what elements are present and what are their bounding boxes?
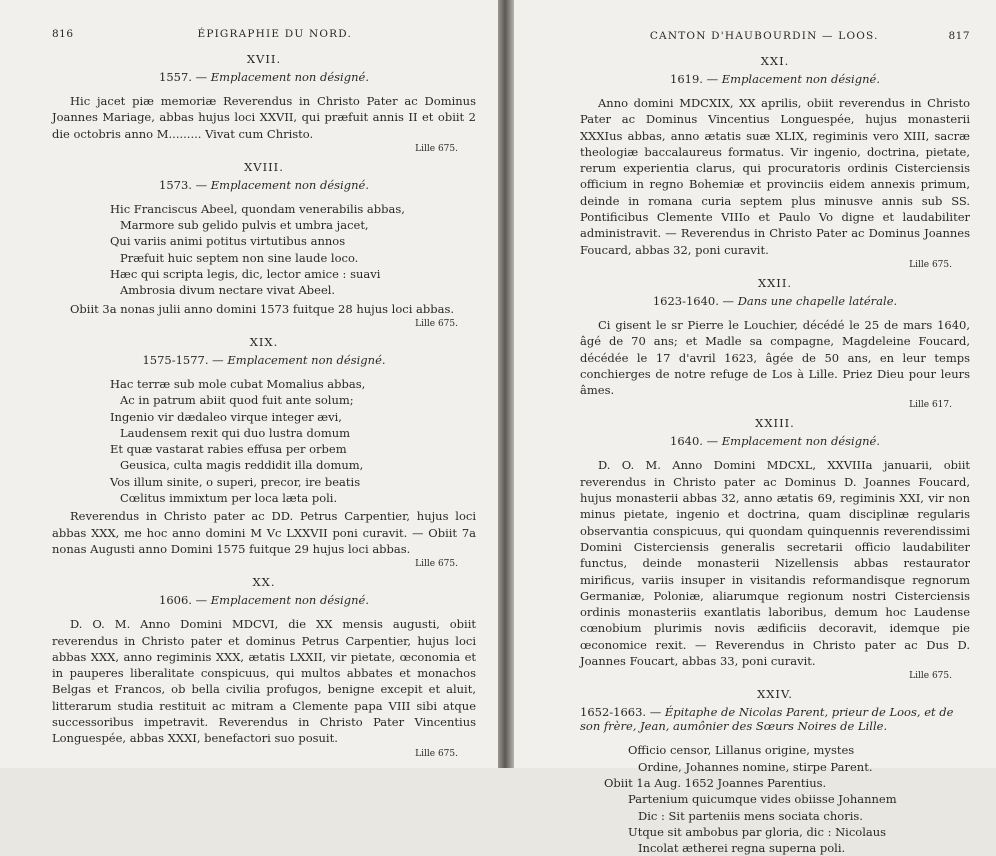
verse-line: Partenium quicumque vides obiisse Johannem [628, 792, 897, 807]
verse-line: Dic : Sit parteniis mens sociata choris. [638, 808, 863, 823]
verse-line: Obiit 1a Aug. 1652 Joannes Parentius. [604, 775, 827, 790]
source-ref: Lille 675. [415, 559, 458, 570]
entry-heading: 1573. — Emplacement non désigné. [159, 177, 369, 192]
verse-line: Et quæ vastarat rabies effusa per orbem [110, 442, 347, 457]
verse-line: Ingenio vir dædaleo virque integer ævi, [110, 409, 342, 424]
entry-number: XVIII. [244, 159, 284, 174]
source-ref: Lille 675. [415, 748, 458, 759]
running-title: ÉPIGRAPHIE DU NORD. [197, 28, 353, 40]
verse-line: Laudensem rexit qui duo lustra domum [120, 425, 351, 440]
inscription-text: D. O. M. Anno Domini MDCXL, XXVIIIa januarii, obiit reverendus in Christo pater ac Dominus D. Joannes Foucard, hujus monasterii abbas 32, anno ætatis 69, regiminis XXI, vir non minus pietate, ingenio et doctrina, quam disciplinæ regularis observantia conspicuus, qui quondam quinquennis reverendissimi Domini Cisterciensis generalis secretarii officio laudabiliter functus, deinde monasterii Nizellensis abbas restaurator mirificus, variis insuper in visitandis reformandisque regnorum Germaniæ, Poloniæ, aliarumque regionum nostri Cisterciensis ordinis monasteriis exantlatis laboribus, demum hoc Laudense cœnobium plurimis novis ædificiis decoravit, idemque pie œconomice rexit. — Reverendus in Christo pater ac Dus D. Joannes Foucart, abbas 33, poni curavit. [580, 458, 970, 669]
inscription-text: Obiit 3a nonas julii anno domini 1573 fuitque 28 hujus loci abbas. [70, 301, 455, 316]
entry-heading: 1640. — Emplacement non désigné. [670, 434, 880, 449]
entry-number: XXIII. [755, 416, 795, 431]
source-ref: Lille 675. [415, 318, 458, 329]
verse-block [110, 376, 476, 506]
verse-block [110, 201, 476, 299]
entry-number: XXIV. [757, 687, 793, 702]
source-ref: Lille 675. [909, 259, 952, 270]
page-number: 817 [948, 30, 970, 42]
entry-number: XXI. [760, 54, 790, 68]
inscription-text: Ci gisent le sr Pierre le Louchier, décédé le 25 de mars 1640, âgé de 70 ans; et Madle sa compagne, Magdeleine Foucard, décédée le 17 d'avril 1623, âgée de 50 ans, en leur temps conchierges de notre refuge de Los à Lille. Priez Dieu pour leurs âmes. [580, 317, 970, 398]
verse-line: Vos illum sinite, o superi, precor, ire beatis [110, 474, 361, 489]
verse-line: Officio censor, Lillanus origine, mystes [628, 743, 855, 758]
verse-line: Marmore sub gelido pulvis et umbra jacet, [120, 218, 369, 233]
source-ref: Lille 617. [909, 400, 952, 411]
left-running-head [52, 28, 476, 40]
entry-number: XX. [252, 575, 276, 590]
inscription-text: Anno domini MDCXIX, XX aprilis, obiit reverendus in Christo Pater ac Dominus Vincentius Longuespée, hujus monasterii XXXIus abbas, anno ætatis suæ XLIX, regiminis vero XIII, sacræ theologiæ baccalaureus formatus. Vir ingenio, doctrina, pietate, rerum experientia clarus, qui procuratoris ordinis Cisterciensis officium in regno Bohemiæ et provinciis eidem annexis primum, deinde in romana curia septem plus minusve annis sub SS. Pontificibus Clemente VIIIo et Paulo Vo digne et laudabiliter administravit. — Reverendus in Christo Pater ac Dominus Joannes Foucard, abbas 32, poni curavit. [580, 96, 970, 257]
verse-line: Hæc qui scripta legis, dic, lector amice : suavi [110, 267, 381, 282]
entry-number: XVII. [246, 52, 282, 66]
running-title: CANTON D'HAUBOURDIN — LOOS. [649, 30, 879, 42]
entry-heading: 1606. — Emplacement non désigné. [159, 593, 369, 608]
verse-line: Utque sit ambobus par gloria, dic : Nicolaus [628, 824, 887, 839]
entry-heading: 1619. — Emplacement non désigné. [670, 72, 880, 86]
verse-line: Qui variis animi potitus virtutibus annos [110, 234, 346, 249]
left-page [0, 0, 498, 768]
entry-number: XIX. [249, 334, 279, 349]
entry-heading: 1557. — Emplacement non désigné. [159, 70, 369, 84]
verse-line: Incolat ætherei regna superna poli. [638, 841, 846, 856]
source-ref: Lille 675. [909, 671, 952, 682]
inscription-text: Reverendus in Christo pater ac DD. Petrus Carpentier, hujus loci abbas XXX, me hoc anno domini M Vc LXXVII poni curavit. — Obiit 7a nonas Augusti anno Domini 1575 fuitque 29 hujus loci abbas. [52, 509, 476, 556]
verse-line: Ambrosia divum nectare vivat Abeel. [120, 283, 336, 298]
verse-line: Hac terræ sub mole cubat Momalius abbas, [110, 376, 366, 391]
verse-line: Geusica, culta magis reddidit illa domum, [120, 458, 364, 473]
entry-heading: 1652-1663. — Épitaphe de Nicolas Parent, prieur de Loos, et de son frère, Jean, aumônier des Sœurs Noires de Lille. [580, 705, 954, 734]
entry-number: XXII. [757, 275, 793, 290]
page-number: 816 [52, 28, 74, 40]
verse-line: Ac in patrum abiit quod fuit ante solum; [120, 393, 354, 408]
entry-heading: 1575-1577. — Emplacement non désigné. [142, 352, 386, 367]
right-page [514, 0, 996, 856]
right-running-head [580, 30, 970, 42]
book-gutter [498, 0, 514, 768]
entry-heading: 1623-1640. — Dans une chapelle latérale. [652, 293, 898, 308]
source-ref: Lille 675. [415, 143, 458, 154]
inscription-text: Hic jacet piæ memoriæ Reverendus in Christo Pater ac Dominus Joannes Mariage, abbas hujus loci XXVII, qui præfuit annis II et obiit 2 die octobris anno M......... Vivat cum Christo. [52, 94, 476, 141]
inscription-text: D. O. M. Anno Domini MDCVI, die XX mensis augusti, obiit reverendus in Christo pater et dominus Petrus Carpentier, hujus loci abbas XXX, anno regiminis XXX, ætatis LXXII, vir pietate, œconomia et in pauperes liberalitate conspicuus, qui multos abbates et monachos Belgas et Francos, ob bella civilia profugos, benigne excepit et aluit, litterarum studia restituit ac mitram a Clemente papa VIII sibi atque successoribus impetravit. Reverendus in Christo Pater Vincentius Longuespée, abbas XXXI, benefactori suo posuit. [52, 617, 476, 746]
verse-line: Hic Franciscus Abeel, quondam venerabilis abbas, [110, 201, 405, 216]
verse-block [604, 742, 970, 856]
verse-line: Ordine, Johannes nomine, stirpe Parent. [638, 759, 873, 774]
verse-line: Cœlitus immixtum per loca læta poli. [120, 491, 338, 506]
verse-line: Præfuit huic septem non sine laude loco. [120, 250, 359, 265]
